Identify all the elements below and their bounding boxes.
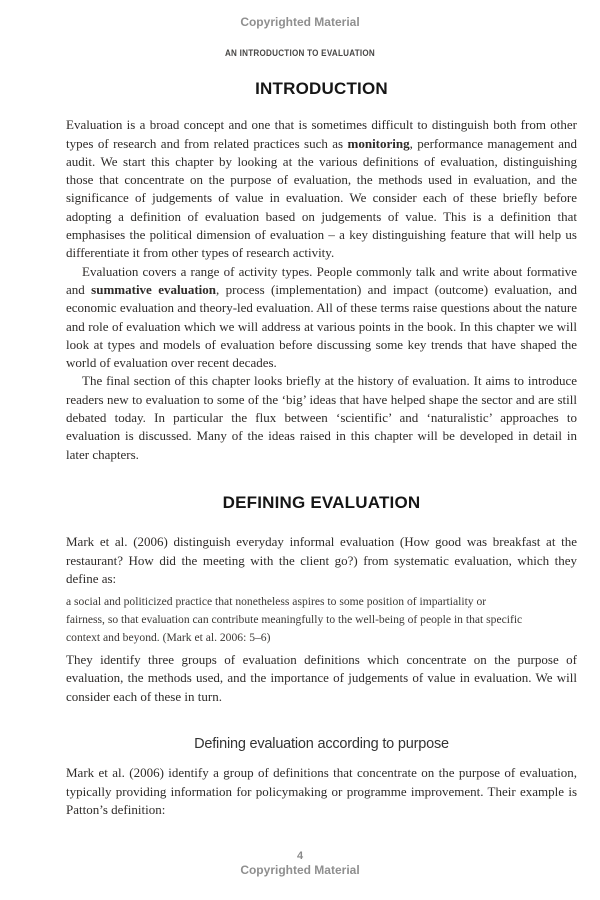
paragraph-text: Evaluation is a broad concept and one that is sometimes difficult to distinguish both from other types of research and from related practices such as	[66, 117, 577, 151]
subsection-heading-purpose: Defining evaluation according to purpose	[194, 736, 449, 753]
paragraph-purpose-1: Mark et al. (2006) identify a group of definitions that concentrate on the purpose of evaluation, typically providing information for policymaking or programme improvement. Their example is Patton’s definition:	[66, 765, 577, 817]
paragraph-text: , performance management and audit. We start this chapter by looking at the various definitions of evaluation, distinguishing those that concentrate on the purpose of evaluation, the methods used in evaluation, and the significance of judgements of value in evaluation. We consider each of these briefly before adopting a definition of evaluation based on judgements of value. This is a definition that emphasises the political dimension of evaluation – a key distinguishing feature that will help us differentiate it from other types of research activity.	[66, 135, 577, 261]
text-column	[66, 80, 577, 819]
section-heading-defining-evaluation: DEFINING EVALUATION	[222, 492, 421, 512]
bold-term-summative-evaluation: summative evaluation	[91, 281, 217, 297]
paragraph-defining-2: They identify three groups of evaluation definitions which concentrate on the purpose of evaluation, the methods used, and the importance of judgements of value in evaluation. We will consider each of these in turn.	[66, 652, 577, 704]
paragraph-intro-3: The final section of this chapter looks briefly at the history of evaluation. It aims to introduce readers new to evaluation to some of the ‘big’ ideas that have helped shape the sector and are still debated today. In particular the flux between ‘scientific’ and ‘naturalistic’ approaches to evaluation is discussed. Many of the ideas raised in this chapter will be developed in detail in later chapters.	[66, 373, 577, 462]
copyright-notice-bottom: Copyrighted Material	[240, 863, 360, 877]
section-heading-introduction: INTRODUCTION	[255, 79, 388, 98]
block-quote: a social and politicized practice that nonetheless aspires to some position of impartiality or fairness, so that evaluation can contribute meaningfully to the well-being of people in that specific context and beyond. (Mark et al. 2006: 5–6)	[66, 595, 523, 645]
page-number: 4	[296, 850, 304, 862]
paragraph-defining-1: Mark et al. (2006) distinguish everyday informal evaluation (How good was breakfast at the restaurant? How did the meeting with the client go?) from systematic evaluation, which they define as:	[66, 534, 577, 586]
paragraph-text: Evaluation covers a range of activity types. People commonly talk and write about formative and	[66, 263, 577, 297]
paragraph-intro-2	[66, 263, 577, 373]
copyright-notice-top: Copyrighted Material	[240, 15, 360, 29]
paragraph-intro-1	[66, 116, 577, 262]
running-head: AN INTRODUCTION TO EVALUATION	[224, 48, 376, 59]
bold-term-monitoring: monitoring	[347, 135, 410, 151]
paragraph-text: , process (implementation) and impact (outcome) evaluation, and economic evaluation and theory-led evaluation. All of these terms raise questions about the nature and role of evaluation which we will address at various points in the book. In this chapter we will look at types and models of evaluation before discussing some key trends that have shaped the world of evaluation over recent decades.	[66, 281, 577, 371]
page-footer	[0, 850, 600, 877]
